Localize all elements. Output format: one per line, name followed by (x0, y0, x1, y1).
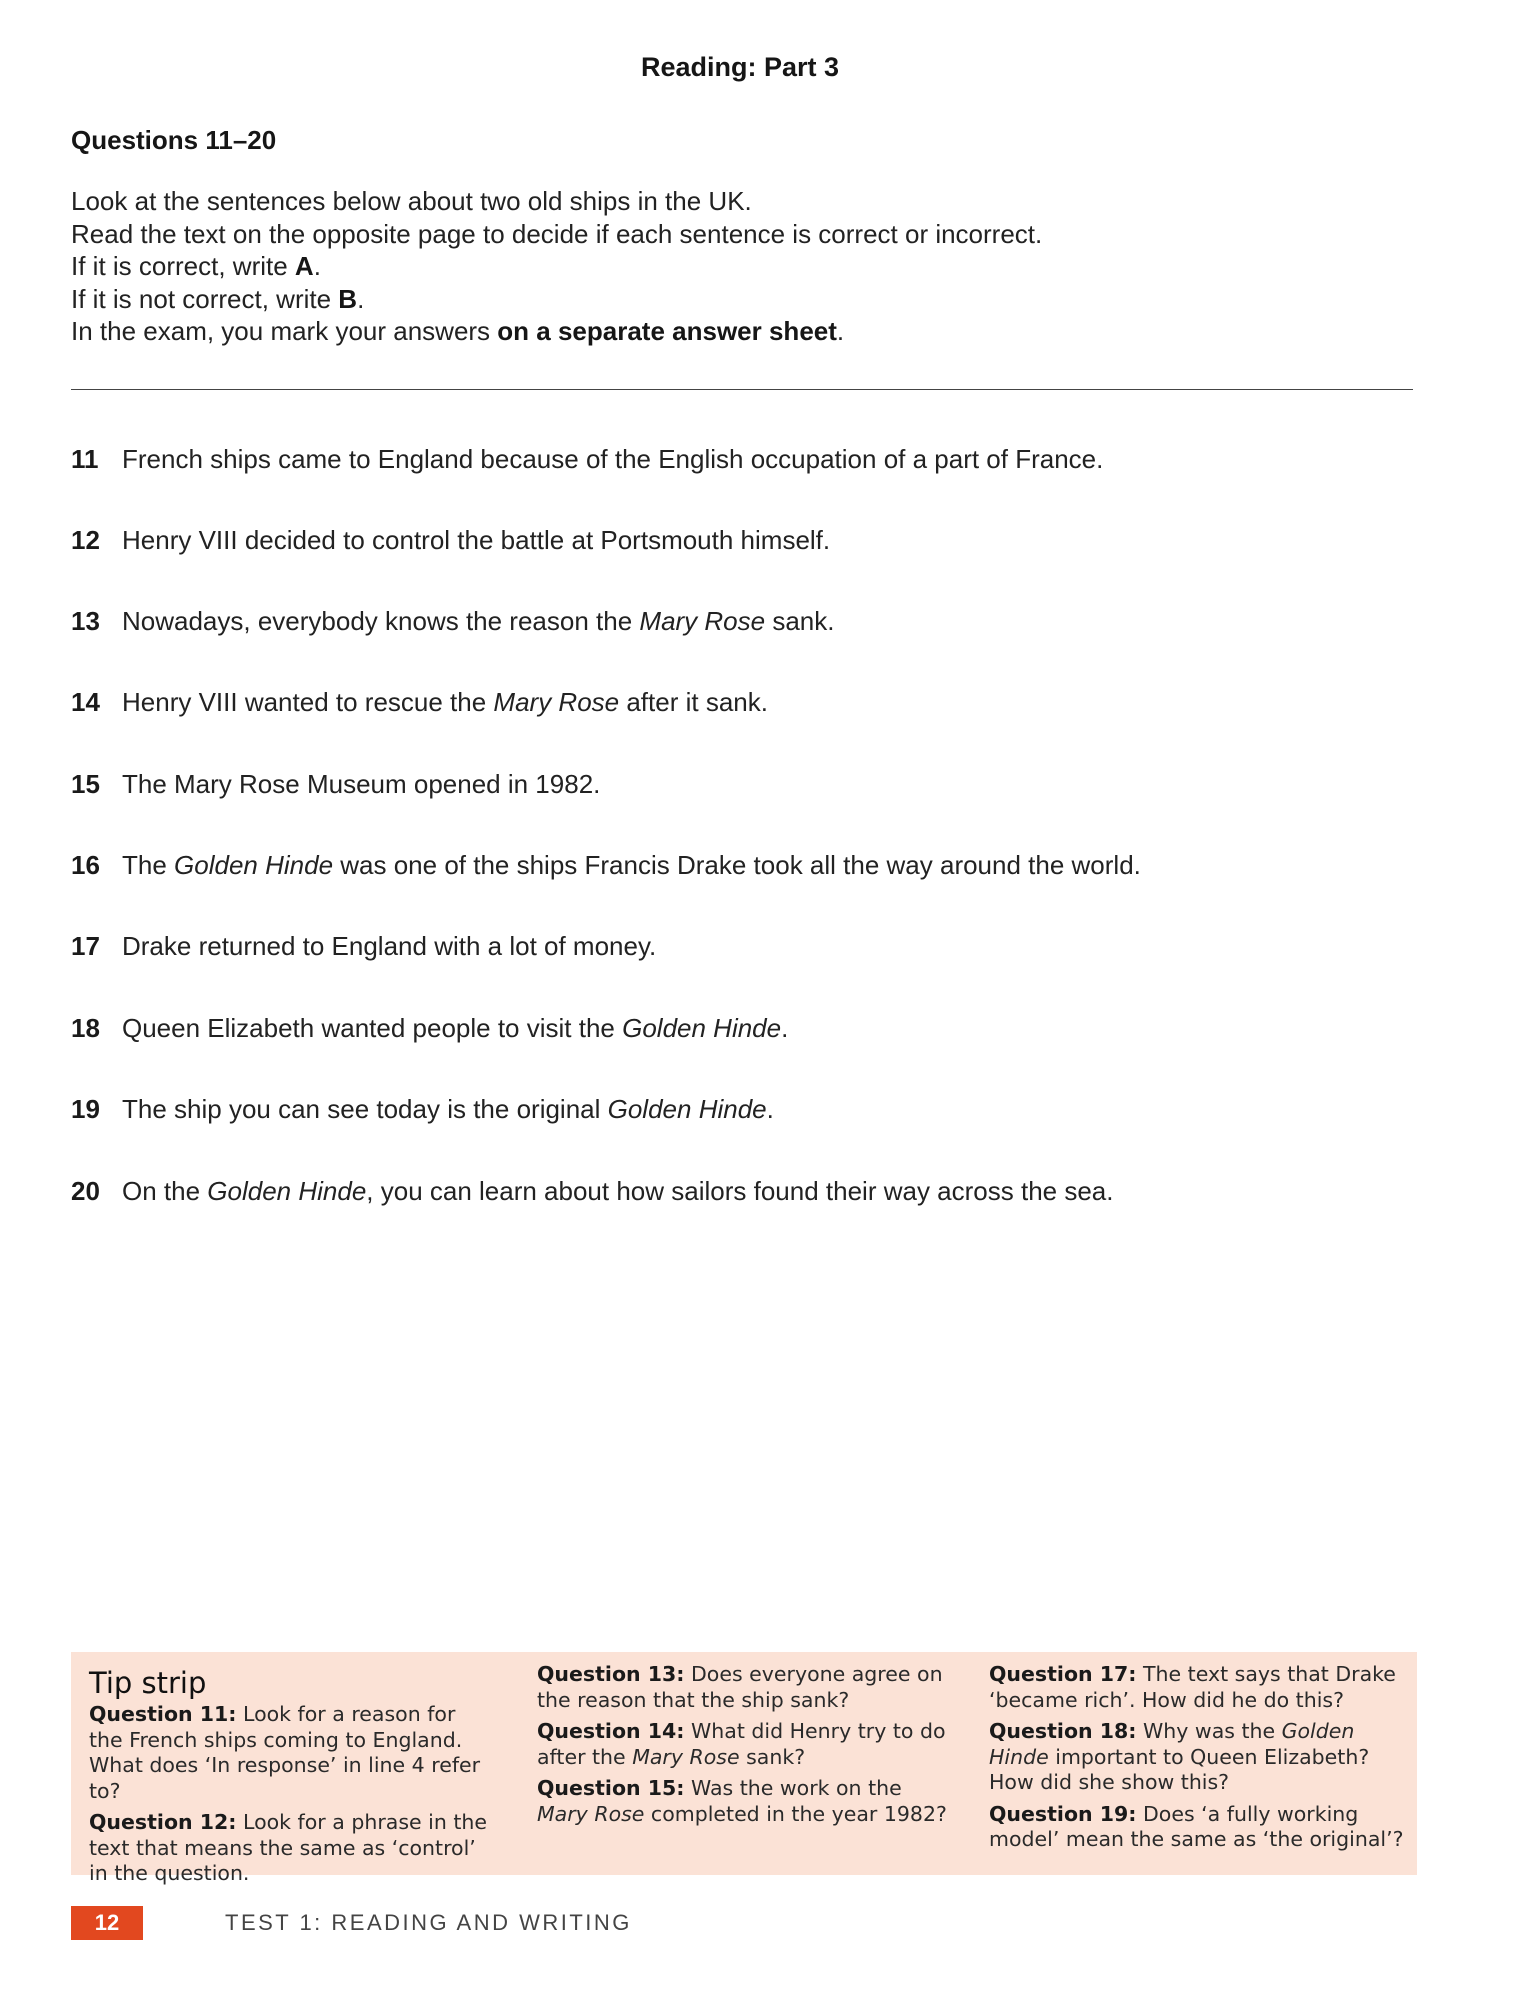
question-item: 13 Nowadays, everybody knows the reason the Mary Rose sank. (71, 606, 835, 636)
question-item: 15 The Mary Rose Museum opened in 1982. (71, 769, 601, 799)
instruction-line: If it is not correct, write B. (71, 283, 365, 314)
page-title: Reading: Part 3 (640, 52, 840, 82)
instruction-line: If it is correct, write A. (71, 251, 321, 281)
page-number: 12 (71, 1906, 143, 1940)
tip-item: Question 12: Look for a phrase in the text that means the same as ‘control’ in the question. (89, 1810, 487, 1885)
instructions (71, 185, 1421, 348)
question-item: 17 Drake returned to England with a lot of money. (71, 931, 657, 961)
divider (71, 389, 1413, 390)
question-item: 16 The Golden Hinde was one of the ships Francis Drake took all the way around the world. (71, 850, 1141, 880)
tip-strip (71, 1652, 1417, 1885)
tip-item: Question 17: The text says that Drake ‘became rich’. How did he do this? (989, 1662, 1396, 1712)
question-item: 12 Henry VIII decided to control the battle at Portsmouth himself. (71, 525, 831, 555)
instruction-line: Look at the sentences below about two old ships in the UK. (71, 186, 752, 216)
tip-item: Question 11: Look for a reason for the French ships coming to England. What does ‘In response’ in line 4 refer to? (89, 1702, 481, 1803)
tip-item: Question 19: Does ‘a fully working model’ mean the same as ‘the original’? (989, 1801, 1404, 1851)
tip-column (989, 1662, 1409, 1859)
question-item: 19 The ship you can see today is the original Golden Hinde. (71, 1094, 774, 1124)
tip-item: Question 15: Was the work on the Mary Rose completed in the year 1982? (537, 1776, 947, 1826)
tip-item: Question 18: Why was the Golden Hinde important to Queen Elizabeth? How did she show this? (989, 1719, 1370, 1794)
questions-heading: Questions 11–20 (71, 125, 277, 155)
question-item: 20 On the Golden Hinde, you can learn about how sailors found their way across the sea. (71, 1176, 1114, 1206)
tip-column (89, 1666, 489, 1893)
tip-column (537, 1662, 957, 1833)
question-item: 14 Henry VIII wanted to rescue the Mary Rose after it sank. (71, 687, 768, 717)
footer-label: TEST 1: READING AND WRITING (225, 1910, 632, 1935)
question-item: 18 Queen Elizabeth wanted people to visit the Golden Hinde. (71, 1013, 789, 1043)
tip-item: Question 14: What did Henry try to do after the Mary Rose sank? (537, 1719, 946, 1769)
tip-item: Question 13: Does everyone agree on the reason that the ship sank? (537, 1662, 943, 1712)
question-item: 11 French ships came to England because of the English occupation of a part of France. (71, 444, 1104, 474)
instruction-line: Read the text on the opposite page to decide if each sentence is correct or incorrect. (71, 218, 1043, 249)
tip-strip-title: Tip strip (89, 1666, 207, 1700)
instruction-line: In the exam, you mark your answers on a separate answer sheet. (71, 316, 845, 346)
